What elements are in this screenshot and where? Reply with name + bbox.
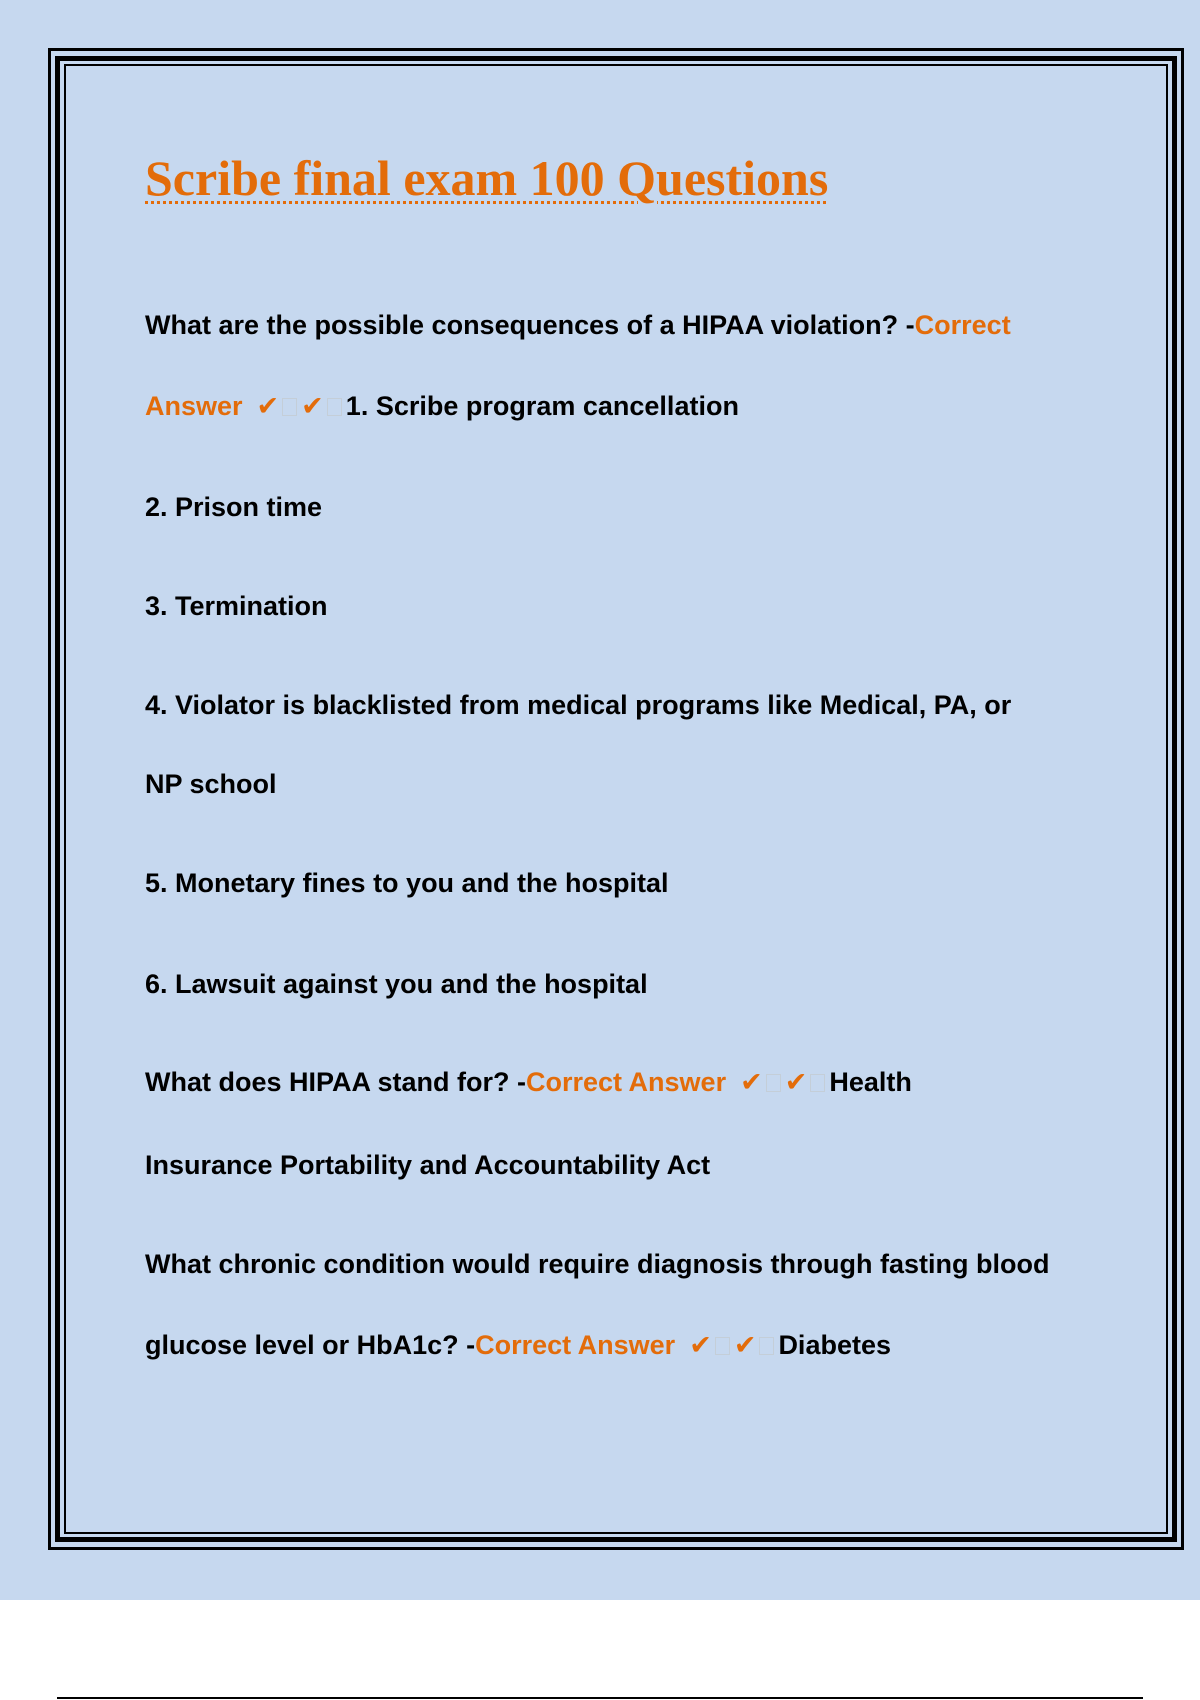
question-3-line-2: glucose level or HbA1c? -Correct Answer ✔ ✔ Diabetes (145, 1330, 891, 1361)
empty-box-icon (282, 398, 297, 416)
answer-1-line-1: 1. Scribe program cancellation (345, 391, 739, 421)
answer-1-line-4: 4. Violator is blacklisted from medical programs like Medical, PA, or (145, 690, 1012, 720)
empty-box-icon (715, 1337, 730, 1355)
answer-2-start: Health (829, 1067, 912, 1097)
answer-1-line-7: 6. Lawsuit against you and the hospital (145, 969, 648, 999)
answer-1-line-2: 2. Prison time (145, 492, 323, 522)
checkmark-icon: ✔ (784, 1067, 808, 1098)
question-2-line-1: What does HIPAA stand for? -Correct Answer ✔ ✔ Health (145, 1067, 912, 1098)
answer-1-line-3: 3. Termination (145, 591, 328, 621)
answer-1-line-5: NP school (145, 769, 277, 799)
checkmark-icon: ✔ (733, 1330, 757, 1361)
empty-box-icon (766, 1074, 781, 1092)
empty-box-icon (327, 398, 342, 416)
checkmark-icon: ✔ (740, 1067, 763, 1098)
checkmark-icon: ✔ (301, 391, 324, 422)
empty-box-icon (759, 1337, 774, 1355)
answer-1-line-6: 5. Monetary fines to you and the hospital (145, 868, 669, 898)
question-3-text-cont: glucose level or HbA1c? (145, 1330, 459, 1360)
question-3-line-1: What chronic condition would require diagnosis through fasting blood (145, 1249, 1050, 1279)
correct-answer-label: Correct (914, 310, 1011, 340)
checkmark-icon: ✔ (689, 1330, 712, 1361)
checkmark-icon: ✔ (256, 391, 280, 422)
correct-answer-label: Correct Answer (526, 1067, 727, 1097)
document-title: Scribe final exam 100 Questions (145, 150, 829, 206)
empty-box-icon (810, 1074, 825, 1092)
correct-answer-label: Correct Answer (475, 1330, 676, 1360)
question-1-text: What are the possible consequences of a HIPAA violation? (145, 310, 899, 340)
question-2-text: What does HIPAA stand for? (145, 1067, 510, 1097)
answer-2-line-2: Insurance Portability and Accountability Act (145, 1150, 711, 1180)
footer-rule (57, 1697, 1143, 1699)
question-1-line-2 (145, 388, 739, 425)
answer-3: Diabetes (778, 1330, 891, 1360)
correct-answer-label: Answer (145, 391, 243, 421)
question-1-line-1: What are the possible consequences of a HIPAA violation? -Correct (145, 310, 1011, 340)
